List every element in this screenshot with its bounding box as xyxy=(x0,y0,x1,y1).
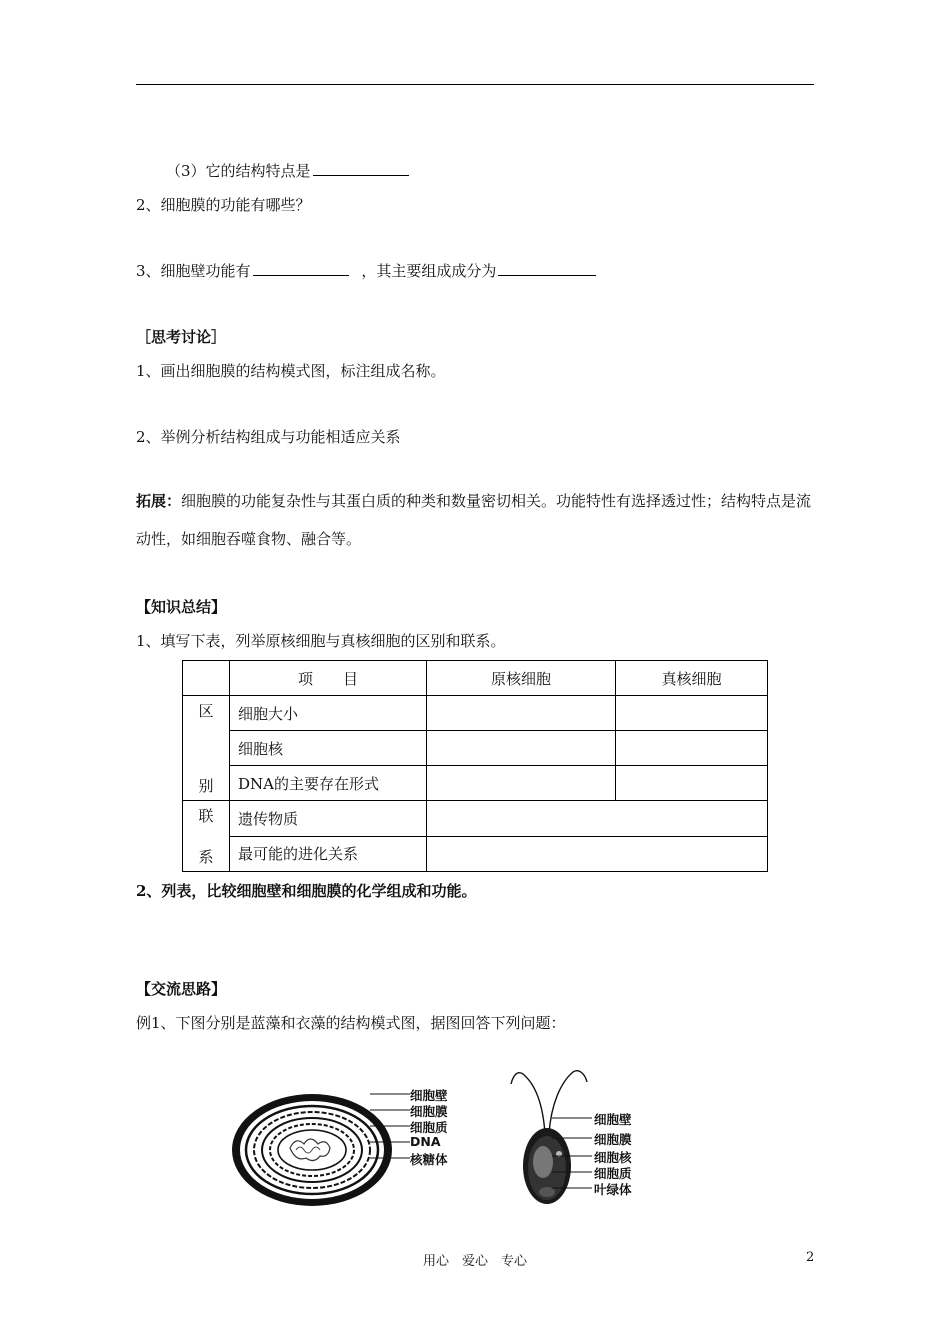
label-dna: DNA xyxy=(410,1134,441,1149)
footer-motto: 用心 爱心 专心 xyxy=(422,1254,527,1269)
summary-item-1: 1、填写下表，列举原核细胞与真核细胞的区别和联系。 xyxy=(136,632,506,650)
table-cell-item: 最可能的进化关系 xyxy=(230,836,427,872)
answer-blank xyxy=(313,161,409,176)
table-header-item: 项 目 xyxy=(230,661,427,696)
difference-label-char: 区 xyxy=(198,702,214,720)
summary-heading: 【知识总结】 xyxy=(136,598,227,616)
label-cell-wall: 细胞壁 xyxy=(594,1112,632,1127)
answer-blank xyxy=(498,261,596,276)
table-cell-item: DNA的主要存在形式 xyxy=(230,766,427,801)
extension-label: 拓展： xyxy=(136,492,182,510)
table-cell-prokaryote xyxy=(427,696,616,731)
table-cell-item: 遗传物质 xyxy=(230,801,427,837)
difference-label-char: 别 xyxy=(198,777,214,795)
label-cell-membrane: 细胞膜 xyxy=(410,1104,448,1119)
question-1-sub-3 xyxy=(166,160,411,181)
label-cytoplasm: 细胞质 xyxy=(594,1166,632,1181)
prokaryote-eukaryote-table xyxy=(182,660,768,872)
table-cell-item: 细胞大小 xyxy=(230,696,427,731)
table-cell-merged xyxy=(427,801,768,837)
extension-paragraph xyxy=(136,482,816,558)
table-cell-item: 细胞核 xyxy=(230,731,427,766)
label-chloroplast: 叶绿体 xyxy=(594,1182,632,1197)
flagellum xyxy=(511,1073,545,1134)
discussion-item-1: 1、画出细胞膜的结构模式图，标注组成名称。 xyxy=(136,362,446,380)
question-2: 2、细胞膜的功能有哪些？ xyxy=(136,196,311,214)
table-row xyxy=(183,731,768,766)
question-text: （3）它的结构特点是 xyxy=(166,162,311,180)
link-label-char: 联 xyxy=(198,807,214,825)
table-header-eukaryote: 真核细胞 xyxy=(616,661,768,696)
table-row xyxy=(183,801,768,837)
discussion-heading: ［思考讨论］ xyxy=(136,328,227,346)
nucleus-shape xyxy=(533,1146,553,1178)
table-header-prokaryote: 原核细胞 xyxy=(427,661,616,696)
discussion-item-2: 2、举例分析结构组成与功能相适应关系 xyxy=(136,428,401,446)
label-cytoplasm: 细胞质 xyxy=(410,1120,448,1135)
link-label-cell xyxy=(183,801,230,872)
question-text: 3、细胞壁功能有 xyxy=(136,262,251,280)
table-cell-eukaryote xyxy=(616,731,768,766)
question-text: ，其主要组成成分为 xyxy=(361,262,497,280)
table-row xyxy=(183,696,768,731)
table-cell-eukaryote xyxy=(616,696,768,731)
summary-item-2: 2、列表，比较细胞壁和细胞膜的化学组成和功能。 xyxy=(136,882,477,900)
link-label-char: 系 xyxy=(198,848,214,866)
label-cell-wall: 细胞壁 xyxy=(410,1088,448,1103)
table-cell-prokaryote xyxy=(427,731,616,766)
difference-label-cell xyxy=(183,696,230,801)
page-number: 2 xyxy=(806,1250,815,1265)
label-cell-membrane: 细胞膜 xyxy=(594,1132,632,1147)
table-cell-merged xyxy=(427,836,768,872)
table-header-row xyxy=(183,661,768,696)
label-nucleus: 细胞核 xyxy=(594,1150,632,1165)
extension-text: 细胞膜的功能复杂性与其蛋白质的种类和数量密切相关。功能特性有选择透过性；结构特点是流动性，如细胞吞噬食物、融合等。 xyxy=(136,492,812,548)
table-row xyxy=(183,766,768,801)
table-cell-prokaryote xyxy=(427,766,616,801)
question-3 xyxy=(136,260,598,281)
table-corner-cell xyxy=(183,661,230,696)
cyanobacteria-leader-lines xyxy=(370,1088,414,1178)
exchange-heading: 【交流思路】 xyxy=(136,980,227,998)
answer-blank xyxy=(253,261,349,276)
label-ribosome: 核糖体 xyxy=(410,1152,448,1167)
table-row xyxy=(183,836,768,872)
chlamydomonas-leader-lines xyxy=(552,1112,596,1196)
table-cell-eukaryote xyxy=(616,766,768,801)
example-1: 例1、下图分别是蓝藻和衣藻的结构模式图，据图回答下列问题： xyxy=(136,1014,566,1032)
header-rule xyxy=(136,84,814,85)
